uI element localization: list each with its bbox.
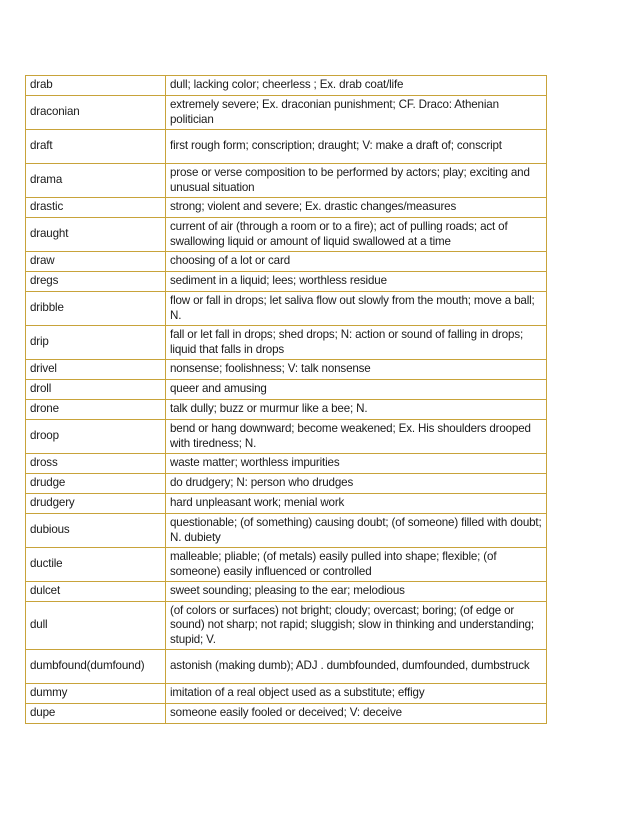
definition-cell: imitation of a real object used as a substitute; effigy — [166, 684, 547, 704]
word-cell: dumbfound(dumfound) — [26, 650, 166, 684]
definition-cell: sweet sounding; pleasing to the ear; melodious — [166, 582, 547, 602]
table-row — [26, 704, 547, 724]
table-row — [26, 400, 547, 420]
definition-cell: prose or verse composition to be performed by actors; play; exciting and unusual situation — [166, 164, 547, 198]
word-cell: dubious — [26, 514, 166, 548]
definition-cell: queer and amusing — [166, 380, 547, 400]
table-row — [26, 164, 547, 198]
definition-cell: talk dully; buzz or murmur like a bee; N. — [166, 400, 547, 420]
word-cell: dulcet — [26, 582, 166, 602]
table-row — [26, 650, 547, 684]
table-row — [26, 474, 547, 494]
word-cell: drudge — [26, 474, 166, 494]
table-row — [26, 684, 547, 704]
definition-cell: flow or fall in drops; let saliva flow out slowly from the mouth; move a ball; N. — [166, 292, 547, 326]
word-cell: drivel — [26, 360, 166, 380]
word-cell: droop — [26, 420, 166, 454]
word-cell: drone — [26, 400, 166, 420]
word-cell: dregs — [26, 272, 166, 292]
table-row — [26, 582, 547, 602]
word-cell: drab — [26, 76, 166, 96]
table-row — [26, 130, 547, 164]
definition-cell: waste matter; worthless impurities — [166, 454, 547, 474]
word-cell: drudgery — [26, 494, 166, 514]
definition-cell: sediment in a liquid; lees; worthless residue — [166, 272, 547, 292]
word-cell: dribble — [26, 292, 166, 326]
word-cell: draw — [26, 252, 166, 272]
table-row — [26, 494, 547, 514]
word-cell: draft — [26, 130, 166, 164]
table-row — [26, 380, 547, 400]
definition-cell: hard unpleasant work; menial work — [166, 494, 547, 514]
word-cell: draught — [26, 218, 166, 252]
word-cell: dupe — [26, 704, 166, 724]
word-cell: drip — [26, 326, 166, 360]
definition-cell: dull; lacking color; cheerless ; Ex. drab coat/life — [166, 76, 547, 96]
word-cell: draconian — [26, 96, 166, 130]
table-row — [26, 514, 547, 548]
table-row — [26, 96, 547, 130]
table-row — [26, 360, 547, 380]
table-row — [26, 454, 547, 474]
table-row — [26, 548, 547, 582]
word-cell: ductile — [26, 548, 166, 582]
vocabulary-table — [25, 75, 547, 724]
definition-cell: malleable; pliable; (of metals) easily pulled into shape; flexible; (of someone) easily influenced or controlled — [166, 548, 547, 582]
table-row — [26, 218, 547, 252]
table-row — [26, 292, 547, 326]
vocabulary-table-body — [26, 76, 547, 724]
definition-cell: extremely severe; Ex. draconian punishment; CF. Draco: Athenian politician — [166, 96, 547, 130]
table-row — [26, 326, 547, 360]
definition-cell: strong; violent and severe; Ex. drastic changes/measures — [166, 198, 547, 218]
table-row — [26, 198, 547, 218]
definition-cell: (of colors or surfaces) not bright; cloudy; overcast; boring; (of edge or sound) not sharp; not rapid; sluggish; slow in thinking and understanding; stupid; V. — [166, 602, 547, 650]
definition-cell: do drudgery; N: person who drudges — [166, 474, 547, 494]
word-cell: droll — [26, 380, 166, 400]
definition-cell: choosing of a lot or card — [166, 252, 547, 272]
definition-cell: astonish (making dumb); ADJ . dumbfounded, dumfounded, dumbstruck — [166, 650, 547, 684]
table-row — [26, 602, 547, 650]
table-row — [26, 272, 547, 292]
table-row — [26, 252, 547, 272]
definition-cell: someone easily fooled or deceived; V: deceive — [166, 704, 547, 724]
definition-cell: first rough form; conscription; draught; V: make a draft of; conscript — [166, 130, 547, 164]
table-row — [26, 420, 547, 454]
word-cell: drama — [26, 164, 166, 198]
definition-cell: fall or let fall in drops; shed drops; N: action or sound of falling in drops; liquid that falls in drops — [166, 326, 547, 360]
definition-cell: current of air (through a room or to a fire); act of pulling roads; act of swallowing liquid or amount of liquid swallowed at a time — [166, 218, 547, 252]
definition-cell: nonsense; foolishness; V: talk nonsense — [166, 360, 547, 380]
word-cell: dummy — [26, 684, 166, 704]
word-cell: drastic — [26, 198, 166, 218]
word-cell: dross — [26, 454, 166, 474]
table-row — [26, 76, 547, 96]
definition-cell: questionable; (of something) causing doubt; (of someone) filled with doubt; N. dubiety — [166, 514, 547, 548]
word-cell: dull — [26, 602, 166, 650]
definition-cell: bend or hang downward; become weakened; Ex. His shoulders drooped with tiredness; N. — [166, 420, 547, 454]
